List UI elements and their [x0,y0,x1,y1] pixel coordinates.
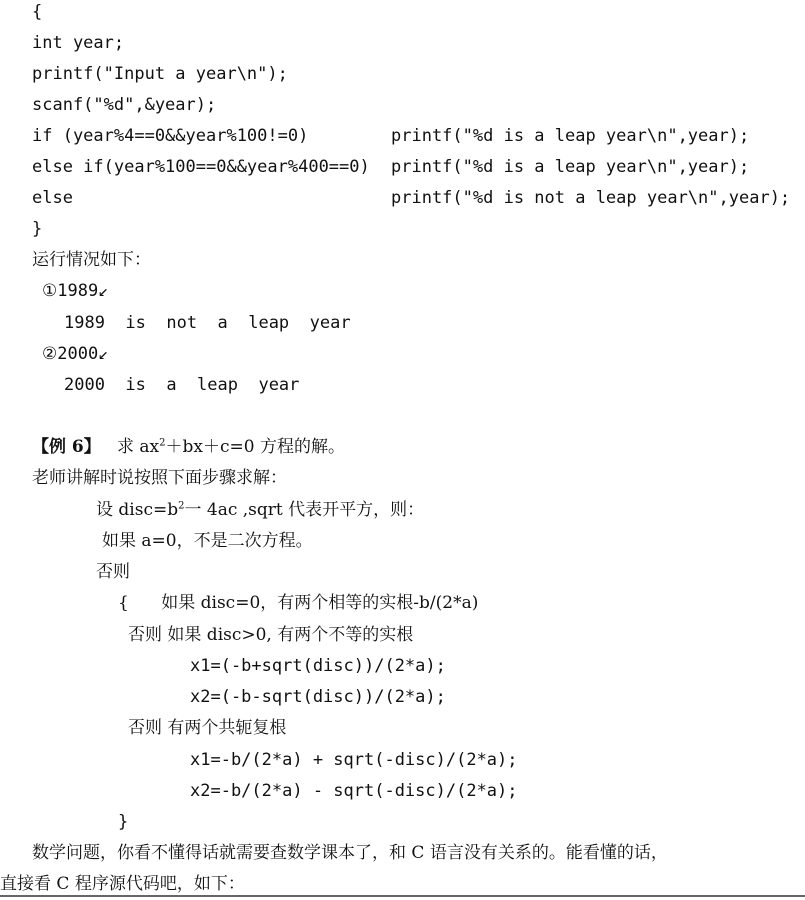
code-open-brace: { [32,2,43,22]
run-case1-input: ①1989↙ [42,281,109,301]
code-if-condition: if (year%4==0&&year%100!=0) [32,126,309,146]
code-if-action: printf("%d is a leap year\n",year); [391,126,750,146]
code-declaration: int year; [32,33,125,53]
example-title-post: ＋bx＋c=0 方程的解。 [165,437,345,457]
example-step-x1-complex: x1=-b/(2*a) + sqrt(-disc)/(2*a); [190,750,518,770]
example-step-define-disc [96,498,424,522]
footer-paragraph-line1: 数学问题，你看不懂得话就需要查数学课本了，和 C 语言没有关系的。能看懂的话， [32,843,668,863]
run-case2-input: ②2000↙ [42,344,109,364]
example-title-pre: 求 ax [116,437,160,457]
example-heading [32,435,345,459]
run-case1-output: 1989 is not a leap year [64,313,351,333]
example-intro: 老师讲解时说按照下面步骤求解： [32,468,287,488]
code-elseif-action: printf("%d is a leap year\n",year); [391,157,750,177]
code-elseif-condition: else if(year%100==0&&year%400==0) [32,157,370,177]
example-title-exponent: 2 [159,437,166,449]
example-step-x2-real: x2=(-b-sqrt(disc))/(2*a); [190,687,446,707]
example-step-complex: 否则 有两个共轭复根 [128,718,287,738]
code-else-keyword: else [32,188,73,208]
footer-paragraph-line2: 直接看 C 程序源代码吧，如下： [0,874,245,894]
example-step-close-brace: } [118,812,129,832]
example-step-disc-zero: { 如果 disc=0，有两个相等的实根-b/(2*a) [118,593,479,613]
example-step-disc-positive: 否则 如果 disc>0, 有两个不等的实根 [128,625,414,645]
example-step-x2-complex: x2=-b/(2*a) - sqrt(-disc)/(2*a); [190,781,518,801]
run-case2-output: 2000 is a leap year [64,375,300,395]
code-scanf: scanf("%d",&year); [32,95,217,115]
step1-pre: 设 disc=b [96,500,179,520]
step1-post: 一 4ac ,sqrt 代表开平方，则： [184,500,425,520]
code-close-brace: } [32,219,43,239]
example-step-otherwise: 否则 [96,562,130,582]
example-label: 【例 6】 [32,437,101,457]
bottom-divider [0,895,805,897]
run-heading: 运行情况如下： [32,250,151,270]
example-step-a-zero: 如果 a=0，不是二次方程。 [102,531,313,551]
code-printf-prompt: printf("Input a year\n"); [32,64,288,84]
example-step-x1-real: x1=(-b+sqrt(disc))/(2*a); [190,656,446,676]
step1-exponent: 2 [178,500,185,512]
code-else-action: printf("%d is not a leap year\n",year); [391,188,791,208]
